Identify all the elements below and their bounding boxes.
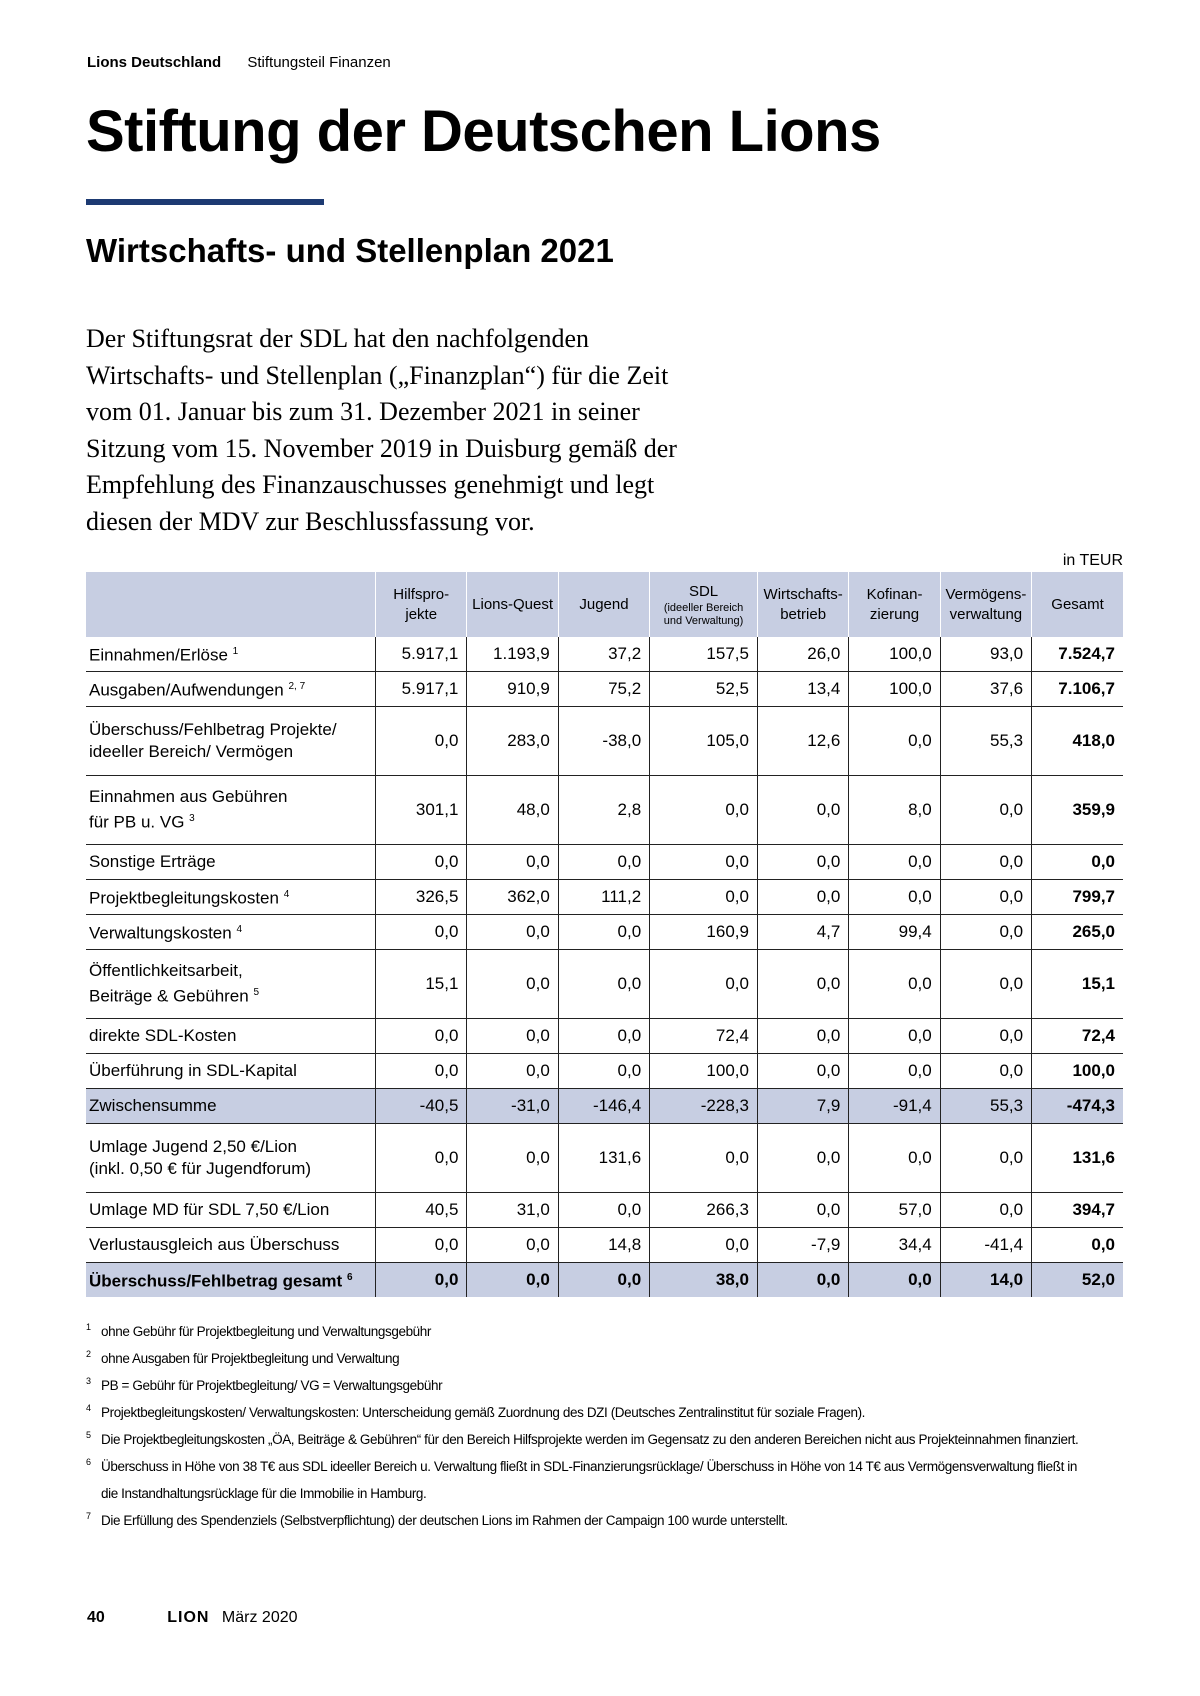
footnote-number: 4 — [86, 1403, 91, 1413]
col-header-label: Jugend — [579, 595, 629, 613]
total-cell: -474,3 — [1032, 1089, 1123, 1124]
row-label-text: Überführung in SDL-Kapital — [89, 1061, 297, 1080]
value-cell: -31,0 — [467, 1089, 558, 1124]
total-cell: 7.106,7 — [1032, 672, 1123, 707]
footnote-text: Die Erfüllung des Spendenziels (Selbstverpflichtung) der deutschen Lions im Rahmen der Campaign 100 wurde unterstellt. — [101, 1513, 788, 1528]
row-label — [86, 672, 376, 707]
footnote — [86, 1426, 1086, 1453]
footnote — [86, 1507, 1086, 1534]
table-row — [86, 637, 1123, 672]
total-cell: 799,7 — [1032, 880, 1123, 915]
footnote-text: Die Projektbegleitungskosten „ÖA, Beiträge & Gebühren“ für den Bereich Hilfsprojekte werden im Gegensatz zu den anderen Bereichen nicht aus Projekteinnahmen finanziert. — [101, 1432, 1079, 1447]
value-cell: 0,0 — [650, 880, 758, 915]
footnote — [86, 1453, 1086, 1507]
row-label-text: Verlustausgleich aus Überschuss — [89, 1235, 340, 1254]
value-cell: 0,0 — [467, 915, 558, 950]
value-cell: 283,0 — [467, 707, 558, 776]
total-cell: 52,0 — [1032, 1263, 1123, 1298]
value-cell: 0,0 — [558, 950, 649, 1019]
row-label — [86, 880, 376, 915]
col-header-label: Lions-Quest — [472, 595, 554, 613]
value-cell: 0,0 — [757, 1193, 848, 1228]
value-cell: 0,0 — [376, 1019, 467, 1054]
value-cell: 0,0 — [849, 845, 940, 880]
row-label-text: Überschuss/Fehlbetrag gesamt — [89, 1271, 343, 1291]
row-label — [86, 915, 376, 950]
value-cell: 0,0 — [558, 1263, 649, 1298]
value-cell: 0,0 — [849, 1263, 940, 1298]
page-footer — [87, 1609, 298, 1627]
value-cell: 0,0 — [467, 1054, 558, 1089]
value-cell: 0,0 — [376, 1263, 467, 1298]
table-row — [86, 1054, 1123, 1089]
value-cell: 0,0 — [849, 1054, 940, 1089]
table-body — [86, 637, 1123, 1297]
value-cell: 0,0 — [558, 1054, 649, 1089]
value-cell: 31,0 — [467, 1193, 558, 1228]
row-label-text: Öffentlichkeitsarbeit, Beiträge & Gebühren — [89, 961, 249, 1006]
value-cell: 5.917,1 — [376, 637, 467, 672]
value-cell: 37,2 — [558, 637, 649, 672]
footnote-text: Überschuss in Höhe von 38 T€ aus SDL ideeller Bereich u. Verwaltung fließt in SDL-Finanzierungsrücklage/ Überschuss in Höhe von 14 T€ aus Vermögensverwaltung fließt in die Instandhaltungsrücklage für die Immobilie in Hamburg. — [101, 1459, 1077, 1501]
footnote-number: 5 — [86, 1430, 91, 1440]
value-cell: 0,0 — [650, 845, 758, 880]
table-row — [86, 915, 1123, 950]
footnote-ref: 6 — [346, 1272, 353, 1284]
row-label-text: Projektbegleitungskosten — [89, 888, 279, 908]
value-cell: 40,5 — [376, 1193, 467, 1228]
value-cell: 52,5 — [650, 672, 758, 707]
row-label — [86, 1124, 376, 1193]
value-cell: 0,0 — [757, 1019, 848, 1054]
table-row — [86, 1019, 1123, 1054]
value-cell: 0,0 — [849, 950, 940, 1019]
col-header — [757, 572, 848, 637]
value-cell: 75,2 — [558, 672, 649, 707]
value-cell: 0,0 — [467, 1019, 558, 1054]
table-row — [86, 1124, 1123, 1193]
value-cell: 0,0 — [940, 776, 1031, 845]
col-header-label: Gesamt — [1051, 595, 1104, 613]
value-cell: 0,0 — [376, 1124, 467, 1193]
col-header — [467, 572, 558, 637]
col-header-label: Vermögens- verwaltung — [945, 585, 1027, 623]
total-cell: 7.524,7 — [1032, 637, 1123, 672]
running-header — [87, 54, 391, 71]
value-cell: 37,6 — [940, 672, 1031, 707]
footnote-text: ohne Ausgaben für Projektbegleitung und Verwaltung — [101, 1351, 400, 1366]
row-label-text: direkte SDL-Kosten — [89, 1026, 237, 1045]
value-cell: 0,0 — [940, 1193, 1031, 1228]
value-cell: 0,0 — [558, 1019, 649, 1054]
value-cell: 55,3 — [940, 707, 1031, 776]
value-cell: 0,0 — [376, 845, 467, 880]
value-cell: 0,0 — [757, 1124, 848, 1193]
value-cell: 0,0 — [757, 1263, 848, 1298]
value-cell: 0,0 — [376, 915, 467, 950]
header-label-col — [86, 572, 376, 637]
row-label-text: Einnahmen aus Gebühren für PB u. VG — [89, 787, 288, 832]
value-cell: 0,0 — [757, 880, 848, 915]
table-row — [86, 1193, 1123, 1228]
table-row — [86, 672, 1123, 707]
value-cell: 2,8 — [558, 776, 649, 845]
footnote-ref: 4 — [283, 889, 290, 901]
page-title: Stiftung der Deutschen Lions — [86, 99, 881, 164]
col-header-label: Hilfspro- jekte — [393, 585, 450, 623]
issue-date: März 2020 — [221, 1609, 298, 1626]
value-cell: 0,0 — [650, 776, 758, 845]
col-header-label: Wirtschafts- betrieb — [763, 585, 843, 623]
value-cell: 0,0 — [650, 950, 758, 1019]
value-cell: 0,0 — [558, 1193, 649, 1228]
row-label — [86, 776, 376, 845]
value-cell: 0,0 — [467, 950, 558, 1019]
value-cell: 0,0 — [467, 1263, 558, 1298]
page-number: 40 — [87, 1609, 105, 1626]
row-label-text: Verwaltungskosten — [89, 923, 232, 943]
value-cell: 326,5 — [376, 880, 467, 915]
total-cell: 100,0 — [1032, 1054, 1123, 1089]
unit-label: in TEUR — [1062, 552, 1123, 569]
col-header — [849, 572, 940, 637]
value-cell: 111,2 — [558, 880, 649, 915]
value-cell: 0,0 — [940, 950, 1031, 1019]
footnote-number: 3 — [86, 1376, 91, 1386]
value-cell: 38,0 — [650, 1263, 758, 1298]
table-row — [86, 1089, 1123, 1124]
footnote-text: Projektbegleitungskosten/ Verwaltungskosten: Unterscheidung gemäß Zuordnung des DZI (Deutsches Zentralinstitut für soziale Fragen). — [101, 1405, 866, 1420]
header-section: Stiftungsteil Finanzen — [247, 54, 391, 71]
total-cell: 418,0 — [1032, 707, 1123, 776]
value-cell: -40,5 — [376, 1089, 467, 1124]
value-cell: 0,0 — [940, 1019, 1031, 1054]
col-header-sublabel: (ideeller Bereich und Verwaltung) — [663, 601, 744, 627]
total-cell: 359,9 — [1032, 776, 1123, 845]
total-cell: 0,0 — [1032, 1228, 1123, 1263]
col-header — [650, 572, 758, 637]
total-cell: 265,0 — [1032, 915, 1123, 950]
value-cell: 157,5 — [650, 637, 758, 672]
header-brand: Lions Deutschland — [87, 54, 222, 71]
footnote-ref: 3 — [189, 813, 195, 825]
value-cell: 93,0 — [940, 637, 1031, 672]
col-header-label: Kofinan- zierung — [866, 585, 923, 623]
footnote-number: 1 — [86, 1322, 91, 1332]
value-cell: 105,0 — [650, 707, 758, 776]
value-cell: 160,9 — [650, 915, 758, 950]
value-cell: -228,3 — [650, 1089, 758, 1124]
footnote-ref: 4 — [236, 924, 242, 936]
section-subtitle: Wirtschafts- und Stellenplan 2021 — [86, 232, 614, 269]
col-header — [1032, 572, 1123, 637]
value-cell: 100,0 — [849, 672, 940, 707]
value-cell: 0,0 — [940, 845, 1031, 880]
value-cell: 0,0 — [940, 1054, 1031, 1089]
col-header — [376, 572, 467, 637]
value-cell: 0,0 — [467, 1228, 558, 1263]
value-cell: 57,0 — [849, 1193, 940, 1228]
row-label — [86, 707, 376, 776]
value-cell: 26,0 — [757, 637, 848, 672]
value-cell: 4,7 — [757, 915, 848, 950]
row-label — [86, 1019, 376, 1054]
value-cell: 910,9 — [467, 672, 558, 707]
row-label-text: Ausgaben/Aufwendungen — [89, 680, 284, 700]
footnote-text: ohne Gebühr für Projektbegleitung und Verwaltungsgebühr — [101, 1324, 431, 1339]
intro-paragraph: Der Stiftungsrat der SDL hat den nachfolgenden Wirtschafts- und Stellenplan („Finanzplan“) für die Zeit vom 01. Januar bis zum 31. Dezember 2021 in seiner Sitzung vom 15. November 2019 in Duisburg gemäß der Empfehlung des Finanzauschusses genehmigt und legt diesen der MDV zur Beschlussfassung vor. — [86, 324, 677, 536]
footnote — [86, 1372, 1086, 1399]
footnote-ref: 2, 7 — [288, 681, 306, 693]
value-cell: 0,0 — [757, 845, 848, 880]
total-cell: 72,4 — [1032, 1019, 1123, 1054]
table-row — [86, 880, 1123, 915]
row-label-text: Einnahmen/Erlöse — [89, 645, 228, 665]
col-header-label: SDL — [688, 582, 719, 600]
value-cell: 1.193,9 — [467, 637, 558, 672]
total-cell: 131,6 — [1032, 1124, 1123, 1193]
value-cell: 48,0 — [467, 776, 558, 845]
value-cell: 13,4 — [757, 672, 848, 707]
value-cell: 14,8 — [558, 1228, 649, 1263]
value-cell: 266,3 — [650, 1193, 758, 1228]
footnote-number: 6 — [86, 1457, 91, 1467]
value-cell: 7,9 — [757, 1089, 848, 1124]
value-cell: 72,4 — [650, 1019, 758, 1054]
col-header — [940, 572, 1031, 637]
value-cell: 55,3 — [940, 1089, 1031, 1124]
value-cell: 0,0 — [467, 845, 558, 880]
value-cell: 0,0 — [650, 1228, 758, 1263]
value-cell: 0,0 — [849, 707, 940, 776]
value-cell: 0,0 — [558, 845, 649, 880]
row-label — [86, 1193, 376, 1228]
value-cell: 12,6 — [757, 707, 848, 776]
value-cell: -41,4 — [940, 1228, 1031, 1263]
footnote-ref: 5 — [253, 987, 260, 999]
row-label — [86, 845, 376, 880]
value-cell: 5.917,1 — [376, 672, 467, 707]
footnote-number: 2 — [86, 1349, 91, 1359]
value-cell: 0,0 — [757, 950, 848, 1019]
value-cell: 362,0 — [467, 880, 558, 915]
row-label-text: Sonstige Erträge — [89, 852, 216, 871]
value-cell: 0,0 — [376, 1054, 467, 1089]
value-cell: 0,0 — [558, 915, 649, 950]
value-cell: -7,9 — [757, 1228, 848, 1263]
row-label — [86, 1263, 376, 1298]
value-cell: 34,4 — [849, 1228, 940, 1263]
value-cell: 0,0 — [940, 915, 1031, 950]
value-cell: 131,6 — [558, 1124, 649, 1193]
value-cell: 0,0 — [757, 1054, 848, 1089]
footnote — [86, 1318, 1086, 1345]
finance-plan-table — [86, 572, 1123, 1297]
value-cell: 0,0 — [467, 1124, 558, 1193]
row-label — [86, 637, 376, 672]
table-row — [86, 1228, 1123, 1263]
footnote-text: PB = Gebühr für Projektbegleitung/ VG = Verwaltungsgebühr — [101, 1378, 443, 1393]
title-rule — [86, 199, 324, 205]
value-cell: -146,4 — [558, 1089, 649, 1124]
table-row — [86, 845, 1123, 880]
value-cell: 0,0 — [940, 1124, 1031, 1193]
value-cell: 0,0 — [849, 1019, 940, 1054]
row-label-text: Umlage Jugend 2,50 €/Lion (inkl. 0,50 € für Jugendforum) — [89, 1137, 312, 1178]
row-label-text: Zwischensumme — [89, 1096, 217, 1115]
value-cell: 14,0 — [940, 1263, 1031, 1298]
value-cell: 99,4 — [849, 915, 940, 950]
row-label — [86, 1228, 376, 1263]
value-cell: 15,1 — [376, 950, 467, 1019]
footnote — [86, 1399, 1086, 1426]
value-cell: -91,4 — [849, 1089, 940, 1124]
table-row — [86, 707, 1123, 776]
value-cell: 0,0 — [376, 707, 467, 776]
table-header-row — [86, 572, 1123, 637]
row-label — [86, 1054, 376, 1089]
magazine-name: LION — [167, 1609, 210, 1626]
footnote-ref: 1 — [232, 646, 239, 658]
value-cell: 301,1 — [376, 776, 467, 845]
row-label-text: Überschuss/Fehlbetrag Projekte/ ideeller Bereich/ Vermögen — [89, 720, 337, 761]
value-cell: 0,0 — [849, 1124, 940, 1193]
row-label — [86, 1089, 376, 1124]
value-cell: 0,0 — [757, 776, 848, 845]
value-cell: 0,0 — [940, 880, 1031, 915]
value-cell: 0,0 — [849, 880, 940, 915]
value-cell: 0,0 — [650, 1124, 758, 1193]
value-cell: 8,0 — [849, 776, 940, 845]
table-row — [86, 950, 1123, 1019]
total-cell: 0,0 — [1032, 845, 1123, 880]
footnote-number: 7 — [86, 1511, 91, 1521]
row-label-text: Umlage MD für SDL 7,50 €/Lion — [89, 1200, 330, 1219]
table-row — [86, 1263, 1123, 1298]
footnote — [86, 1345, 1086, 1372]
value-cell: 100,0 — [849, 637, 940, 672]
row-label — [86, 950, 376, 1019]
total-cell: 394,7 — [1032, 1193, 1123, 1228]
col-header — [558, 572, 649, 637]
table-row — [86, 776, 1123, 845]
value-cell: -38,0 — [558, 707, 649, 776]
footnotes — [86, 1318, 1086, 1534]
value-cell: 0,0 — [376, 1228, 467, 1263]
value-cell: 100,0 — [650, 1054, 758, 1089]
total-cell: 15,1 — [1032, 950, 1123, 1019]
